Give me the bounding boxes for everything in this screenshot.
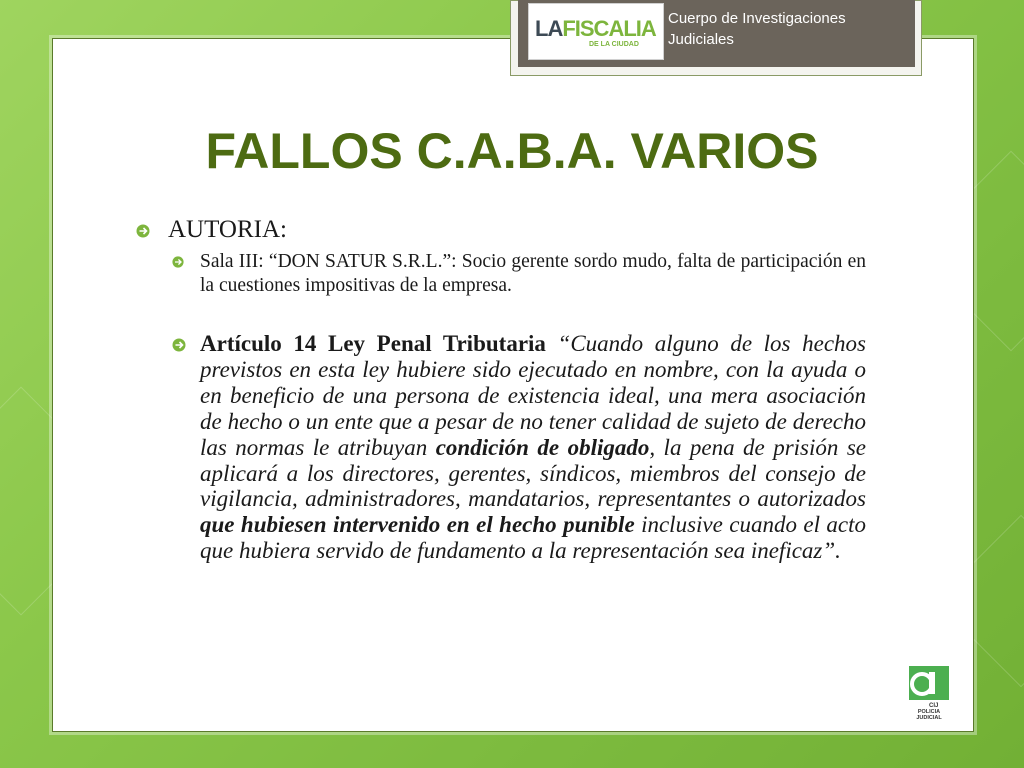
bullet-icon bbox=[136, 224, 150, 238]
law-article-14 bbox=[200, 331, 866, 564]
header-banner bbox=[518, 0, 915, 67]
law-quote: “Cuando alguno de los hechos previstos en esta ley hubiere sido ejecutado en nombre, con la ayuda o en beneficio de una persona de existencia ideal, una mera asociación de hecho o un ente que a pesar de no tener calidad de sujeto de derecho las normas le atribuyan condición de obligado, la pena de prisión se aplicará a los directores, gerentes, síndicos, miembros del consejo de vigilancia, administradores, mandatarios, representantes o autorizados que hubiesen intervenido en el hecho punible inclusive cuando el acto que hubiera servido de fundamento a la representación sea ineficaz”. bbox=[200, 331, 866, 564]
case-item-don-satur: Sala III: “DON SATUR S.R.L.”: Socio gerente sordo mudo, falta de participación en la cuestiones impositivas de la empresa. bbox=[200, 251, 866, 296]
cij-policia-judicial-logo bbox=[907, 664, 951, 722]
cij-logo-line1: CIJ bbox=[929, 703, 939, 709]
emphasis-intervenido: que hubiesen intervenido en el hecho punible bbox=[200, 512, 635, 538]
slide-title: FALLOS C.A.B.A. VARIOS bbox=[205, 123, 819, 179]
cij-logo-line3: JUDICIAL bbox=[916, 715, 942, 721]
org-name: Cuerpo de Investigaciones Judiciales bbox=[668, 10, 846, 48]
cij-logo-line2: POLICIA bbox=[917, 709, 941, 715]
emphasis-obligado: condición de obligado bbox=[435, 434, 650, 460]
fiscalia-logo-subtext: DE LA CIUDAD bbox=[589, 41, 639, 48]
law-title: Artículo 14 Ley Penal Tributaria bbox=[200, 331, 546, 356]
bullet-icon bbox=[172, 338, 186, 352]
fiscalia-logo bbox=[528, 3, 664, 60]
bullet-icon bbox=[172, 256, 184, 268]
fiscalia-logo-text: LAFISCALIA bbox=[535, 16, 656, 41]
section-heading: AUTORIA: bbox=[168, 216, 287, 243]
